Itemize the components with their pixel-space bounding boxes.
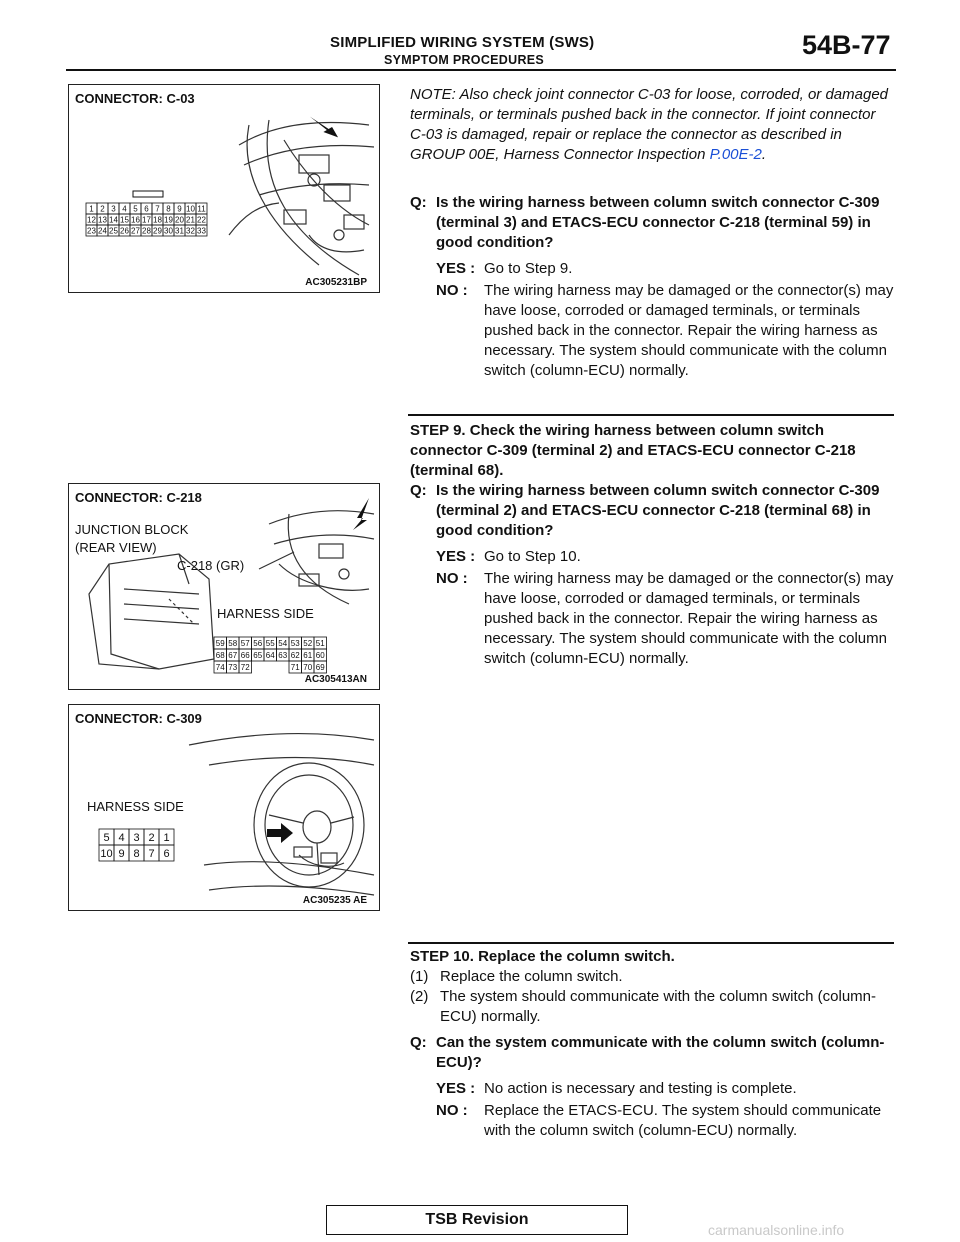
q-text: Can the system communicate with the column switch (column-ECU)? (436, 1034, 885, 1071)
pin-73: 73 (228, 662, 238, 672)
pin-27: 27 (131, 226, 140, 236)
junction-block-illustration (69, 484, 379, 689)
q-key: Q: (410, 194, 427, 211)
pin-63: 63 (278, 650, 288, 660)
pin-66: 66 (240, 650, 250, 660)
pin-1: 1 (89, 204, 94, 214)
pin-74: 74 (215, 662, 225, 672)
figure-code: AC305231BP (305, 277, 367, 288)
note-text: NOTE: Also check joint connector C-03 for loose, corroded, or damaged terminals, or terminals pushed back in the connector. If joint connector C-03 is damaged, repair or replace the connector as described in GROUP 00E, Harness Connector Inspection (410, 86, 889, 163)
figure-connector-c03 (68, 84, 380, 293)
pin-20: 20 (175, 215, 184, 225)
connector-color-label: C-218 (GR) (177, 558, 245, 573)
item-text: The system should communicate with the column switch (column-ECU) normally. (440, 988, 876, 1025)
item-text: Replace the column switch. (440, 968, 623, 985)
pin-26: 26 (120, 226, 129, 236)
pin-25: 25 (109, 226, 118, 236)
pin-62: 62 (290, 650, 300, 660)
step9-divider (408, 414, 894, 416)
yes-key: YES : (436, 548, 476, 565)
pin-52: 52 (303, 638, 313, 648)
yes-text: Go to Step 9. (484, 260, 573, 277)
figure-code: AC305413AN (304, 674, 367, 685)
question-step8 (410, 193, 895, 381)
pin-12: 12 (87, 215, 96, 225)
pin-3: 3 (111, 204, 116, 214)
no-text: The wiring harness may be damaged or the connector(s) may have loose, corroded or damaged terminals, or terminals pushed back in the connector. Repair the wiring harness as necessary. The system should communicate with the column switch (column-ECU) normally. (484, 282, 894, 379)
pin-2: 2 (100, 204, 105, 214)
pin-13: 13 (98, 215, 107, 225)
pin-15: 15 (120, 215, 129, 225)
pin-1: 1 (163, 831, 170, 844)
header-divider (66, 69, 896, 71)
pin-5: 5 (103, 831, 110, 844)
pin-54: 54 (278, 638, 288, 648)
q-text: Is the wiring harness between column switch connector C-309 (terminal 3) and ETACS-ECU connector C-218 (terminal 59) in good condition? (436, 194, 880, 251)
pin-8: 8 (133, 847, 140, 860)
pin-2: 2 (148, 831, 155, 844)
step9-block (410, 421, 895, 669)
q-key: Q: (410, 482, 427, 499)
pin-72: 72 (240, 662, 250, 672)
pin-68: 68 (215, 650, 225, 660)
pin-56: 56 (253, 638, 263, 648)
pin-11: 11 (197, 204, 206, 214)
pin-14: 14 (109, 215, 118, 225)
item-number: (2) (410, 988, 429, 1005)
harness-side-label: HARNESS SIDE (87, 799, 184, 814)
q-key: Q: (410, 1034, 427, 1051)
pin-9: 9 (118, 847, 125, 860)
dashboard-wiring-illustration (69, 85, 379, 292)
figure-title: CONNECTOR: C-03 (75, 91, 195, 106)
pin-22: 22 (197, 215, 206, 225)
pin-18: 18 (153, 215, 162, 225)
pin-7: 7 (155, 204, 160, 214)
pin-58: 58 (228, 638, 238, 648)
no-text: Replace the ETACS-ECU. The system should communicate with the column switch (column-ECU) normally. (484, 1102, 882, 1139)
section-subtitle: SYMPTOM PROCEDURES (384, 53, 545, 67)
no-text: The wiring harness may be damaged or the connector(s) may have loose, corroded or damaged terminals, or terminals pushed back in the connector. Repair the wiring harness as necessary. The system should communicate with the column switch (column-ECU) normally. (484, 570, 894, 667)
pin-59: 59 (215, 638, 225, 648)
no-key: NO : (436, 282, 468, 299)
watermark: carmanualsonline.info (708, 1222, 845, 1238)
pin-6: 6 (163, 847, 170, 860)
link-p00e-2[interactable]: P.00E-2 (709, 146, 762, 163)
yes-key: YES : (436, 260, 476, 277)
pin-33: 33 (197, 226, 206, 236)
note-paragraph (410, 85, 895, 165)
pin-5: 5 (133, 204, 138, 214)
pin-8: 8 (166, 204, 171, 214)
pin-60: 60 (315, 650, 325, 660)
pin-10: 10 (100, 847, 113, 860)
pin-30: 30 (164, 226, 173, 236)
pin-51: 51 (315, 638, 325, 648)
figure-connector-c309 (68, 704, 380, 911)
pin-9: 9 (177, 204, 182, 214)
figure-title: CONNECTOR: C-218 (75, 490, 202, 505)
yes-key: YES : (436, 1080, 476, 1097)
pin-70: 70 (303, 662, 313, 672)
pin-69: 69 (315, 662, 325, 672)
yes-text: Go to Step 10. (484, 548, 581, 565)
pin-19: 19 (164, 215, 173, 225)
pin-3: 3 (133, 831, 140, 844)
note-end: . (761, 146, 767, 163)
pin-17: 17 (142, 215, 151, 225)
pin-21: 21 (186, 215, 195, 225)
no-key: NO : (436, 1102, 468, 1119)
q-text: Is the wiring harness between column switch connector C-309 (terminal 2) and ETACS-ECU connector C-218 (terminal 68) in good condition? (436, 482, 880, 539)
step10-block (410, 947, 895, 1141)
junction-block-label: JUNCTION BLOCK (75, 522, 189, 537)
page-code: 54B-77 (802, 30, 891, 60)
harness-side-label: HARNESS SIDE (217, 606, 314, 621)
pin-31: 31 (175, 226, 184, 236)
pin-7: 7 (148, 847, 155, 860)
pin-4: 4 (122, 204, 127, 214)
pin-57: 57 (240, 638, 250, 648)
pin-61: 61 (303, 650, 313, 660)
section-title: SIMPLIFIED WIRING SYSTEM (SWS) (330, 34, 595, 51)
step10-divider (408, 942, 894, 944)
rear-view-label: (REAR VIEW) (75, 540, 157, 555)
figure-title: CONNECTOR: C-309 (75, 711, 202, 726)
pin-10: 10 (186, 204, 195, 214)
no-key: NO : (436, 570, 468, 587)
pin-28: 28 (142, 226, 151, 236)
figure-connector-c218 (68, 483, 380, 690)
pin-71: 71 (290, 662, 300, 672)
pin-67: 67 (228, 650, 238, 660)
pin-4: 4 (118, 831, 125, 844)
tsb-revision-box: TSB Revision (326, 1205, 628, 1235)
pin-55: 55 (265, 638, 275, 648)
yes-text: No action is necessary and testing is complete. (484, 1080, 797, 1097)
item-number: (1) (410, 968, 429, 985)
pin-23: 23 (87, 226, 96, 236)
pin-53: 53 (290, 638, 300, 648)
c03-pin-grid (86, 191, 207, 236)
step10-heading: STEP 10. Replace the column switch. (410, 948, 675, 965)
figure-code: AC305235 AE (302, 895, 367, 906)
pin-16: 16 (131, 215, 140, 225)
pin-64: 64 (265, 650, 275, 660)
pin-24: 24 (98, 226, 107, 236)
pin-32: 32 (186, 226, 195, 236)
pin-65: 65 (253, 650, 263, 660)
pin-29: 29 (153, 226, 162, 236)
pin-6: 6 (144, 204, 149, 214)
step9-heading: STEP 9. Check the wiring harness between column switch connector C-309 (terminal 2) and ETACS-ECU connector C-218 (terminal 68). (410, 422, 856, 479)
